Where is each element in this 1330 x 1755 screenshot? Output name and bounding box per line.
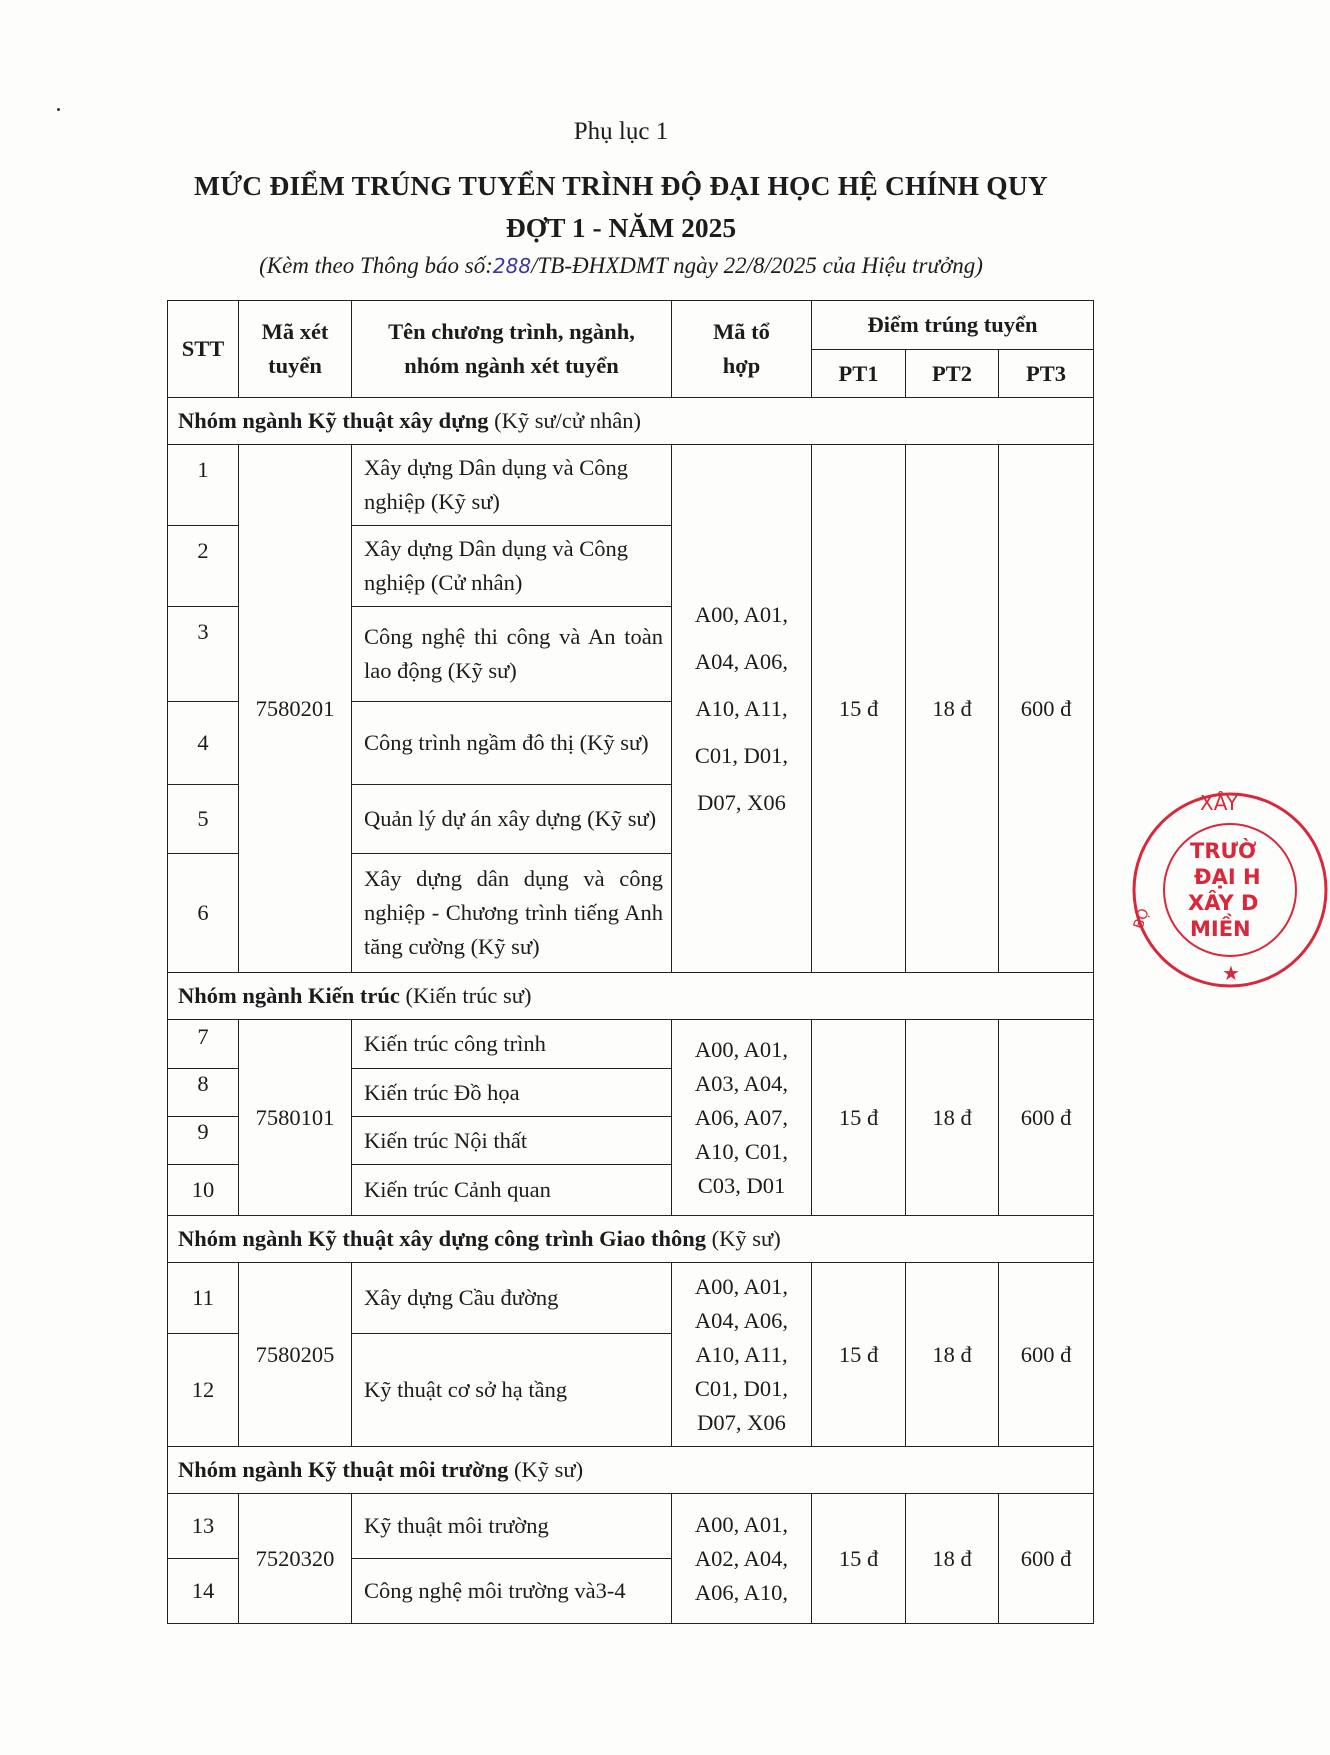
group-title: Nhóm ngành Kỹ thuật xây dựng (Kỹ sư/cử nhân) xyxy=(168,398,1094,445)
table-row xyxy=(168,445,1094,526)
row-program-name: Kiến trúc Đồ họa xyxy=(352,1069,672,1117)
col-header-name: Tên chương trình, ngành, nhóm ngành xét tuyển xyxy=(352,301,672,398)
row-stt: 4 xyxy=(168,702,239,785)
row-combos: A00, A01, A04, A06, A10, A11, C01, D01, D07, X06 xyxy=(672,1263,812,1447)
group-title: Nhóm ngành Kỹ thuật môi trường (Kỹ sư) xyxy=(168,1447,1094,1494)
stamp-outer-ring xyxy=(1134,794,1326,986)
table-row xyxy=(168,1494,1094,1559)
row-code: 7520320 xyxy=(239,1494,352,1624)
row-pt2: 18 đ xyxy=(906,1494,999,1624)
row-stt: 12 xyxy=(168,1334,239,1447)
col-header-pt1: PT1 xyxy=(812,350,906,398)
row-pt1: 15 đ xyxy=(812,1263,906,1447)
row-combos: A00, A01, A02, A04, A06, A10, xyxy=(672,1494,812,1624)
row-combos: A00, A01, A04, A06, A10, A11, C01, D01, D07, X06 xyxy=(672,445,812,973)
row-pt1: 15 đ xyxy=(812,445,906,973)
row-stt: 11 xyxy=(168,1263,239,1334)
stamp-line-1: TRƯỜ xyxy=(1190,839,1257,863)
stamp-line-3: XÂY D xyxy=(1188,891,1259,915)
handwritten-number: 288 xyxy=(492,254,532,278)
row-program-name: Xây dựng Dân dụng và Công nghiệp (Kỹ sư) xyxy=(352,445,672,526)
table-row xyxy=(168,1020,1094,1069)
row-stt: 8 xyxy=(168,1069,239,1117)
row-program-name: Kiến trúc công trình xyxy=(352,1020,672,1069)
row-program-name: Kỹ thuật cơ sở hạ tầng xyxy=(352,1334,672,1447)
row-program-name: Công nghệ thi công và An toàn lao động (Kỹ sư) xyxy=(352,607,672,702)
row-stt: 1 xyxy=(168,445,239,526)
row-pt2: 18 đ xyxy=(906,445,999,973)
stamp-side-text: BỘ xyxy=(1130,906,1153,932)
row-stt: 13 xyxy=(168,1494,239,1559)
col-header-code: Mã xét tuyển xyxy=(239,301,352,398)
row-pt2: 18 đ xyxy=(906,1020,999,1216)
row-stt: 14 xyxy=(168,1559,239,1624)
col-header-pt3: PT3 xyxy=(999,350,1094,398)
row-code: 7580201 xyxy=(239,445,352,973)
group-row xyxy=(168,973,1094,1020)
row-stt: 7 xyxy=(168,1020,239,1069)
row-stt: 3 xyxy=(168,607,239,702)
row-code: 7580101 xyxy=(239,1020,352,1216)
row-program-name: Công nghệ môi trường và3-4 xyxy=(352,1559,672,1624)
row-stt: 5 xyxy=(168,785,239,854)
document-title: MỨC ĐIỂM TRÚNG TUYỂN TRÌNH ĐỘ ĐẠI HỌC HỆ CHÍNH QUY xyxy=(194,170,1048,201)
row-program-name: Kiến trúc Cảnh quan xyxy=(352,1165,672,1216)
row-pt1: 15 đ xyxy=(812,1494,906,1624)
stamp-ring-text: XÂY xyxy=(1200,791,1239,815)
row-program-name: Kiến trúc Nội thất xyxy=(352,1117,672,1165)
row-program-name: Kỹ thuật môi trường xyxy=(352,1494,672,1559)
scan-speck xyxy=(57,108,60,111)
table-row xyxy=(168,1263,1094,1334)
row-pt3: 600 đ xyxy=(999,445,1094,973)
subtitle-prefix: (Kèm theo Thông báo số: xyxy=(259,253,493,278)
group-row xyxy=(168,1447,1094,1494)
row-stt: 2 xyxy=(168,526,239,607)
row-code: 7580205 xyxy=(239,1263,352,1447)
admission-score-table xyxy=(167,300,1094,1624)
row-pt3: 600 đ xyxy=(999,1263,1094,1447)
row-pt3: 600 đ xyxy=(999,1494,1094,1624)
row-combos: A00, A01, A03, A04, A06, A07, A10, C01, C03, D01 xyxy=(672,1020,812,1216)
row-program-name: Quản lý dự án xây dựng (Kỹ sư) xyxy=(352,785,672,854)
appendix-label: Phụ lục 1 xyxy=(573,118,669,145)
col-header-combo: Mã tổ hợp xyxy=(672,301,812,398)
group-title: Nhóm ngành Kỹ thuật xây dựng công trình Giao thông (Kỹ sư) xyxy=(168,1216,1094,1263)
col-header-pt2: PT2 xyxy=(906,350,999,398)
group-row xyxy=(168,398,1094,445)
group-title: Nhóm ngành Kiến trúc (Kiến trúc sư) xyxy=(168,973,1094,1020)
subtitle-suffix: /TB-ĐHXDMT ngày 22/8/2025 của Hiệu trưởng) xyxy=(531,253,983,278)
stamp-star-icon: ★ xyxy=(1222,961,1240,985)
stamp-line-2: ĐẠI H xyxy=(1194,865,1261,889)
official-stamp xyxy=(1130,790,1330,990)
col-header-stt: STT xyxy=(168,301,239,398)
row-pt1: 15 đ xyxy=(812,1020,906,1216)
document-subtitle xyxy=(0,253,1242,279)
row-program-name: Xây dựng Cầu đường xyxy=(352,1263,672,1334)
stamp-line-4: MIỀN xyxy=(1190,917,1251,941)
document-title-round: ĐỢT 1 - NĂM 2025 xyxy=(505,212,737,243)
row-program-name: Công trình ngầm đô thị (Kỹ sư) xyxy=(352,702,672,785)
row-pt3: 600 đ xyxy=(999,1020,1094,1216)
group-row xyxy=(168,1216,1094,1263)
row-program-name: Xây dựng Dân dụng và Công nghiệp (Cử nhân) xyxy=(352,526,672,607)
row-stt: 6 xyxy=(168,854,239,973)
row-stt: 9 xyxy=(168,1117,239,1165)
row-program-name: Xây dựng dân dụng và công nghiệp - Chương trình tiếng Anh tăng cường (Kỹ sư) xyxy=(352,854,672,973)
row-pt2: 18 đ xyxy=(906,1263,999,1447)
col-header-score: Điểm trúng tuyển xyxy=(812,301,1094,350)
row-stt: 10 xyxy=(168,1165,239,1216)
